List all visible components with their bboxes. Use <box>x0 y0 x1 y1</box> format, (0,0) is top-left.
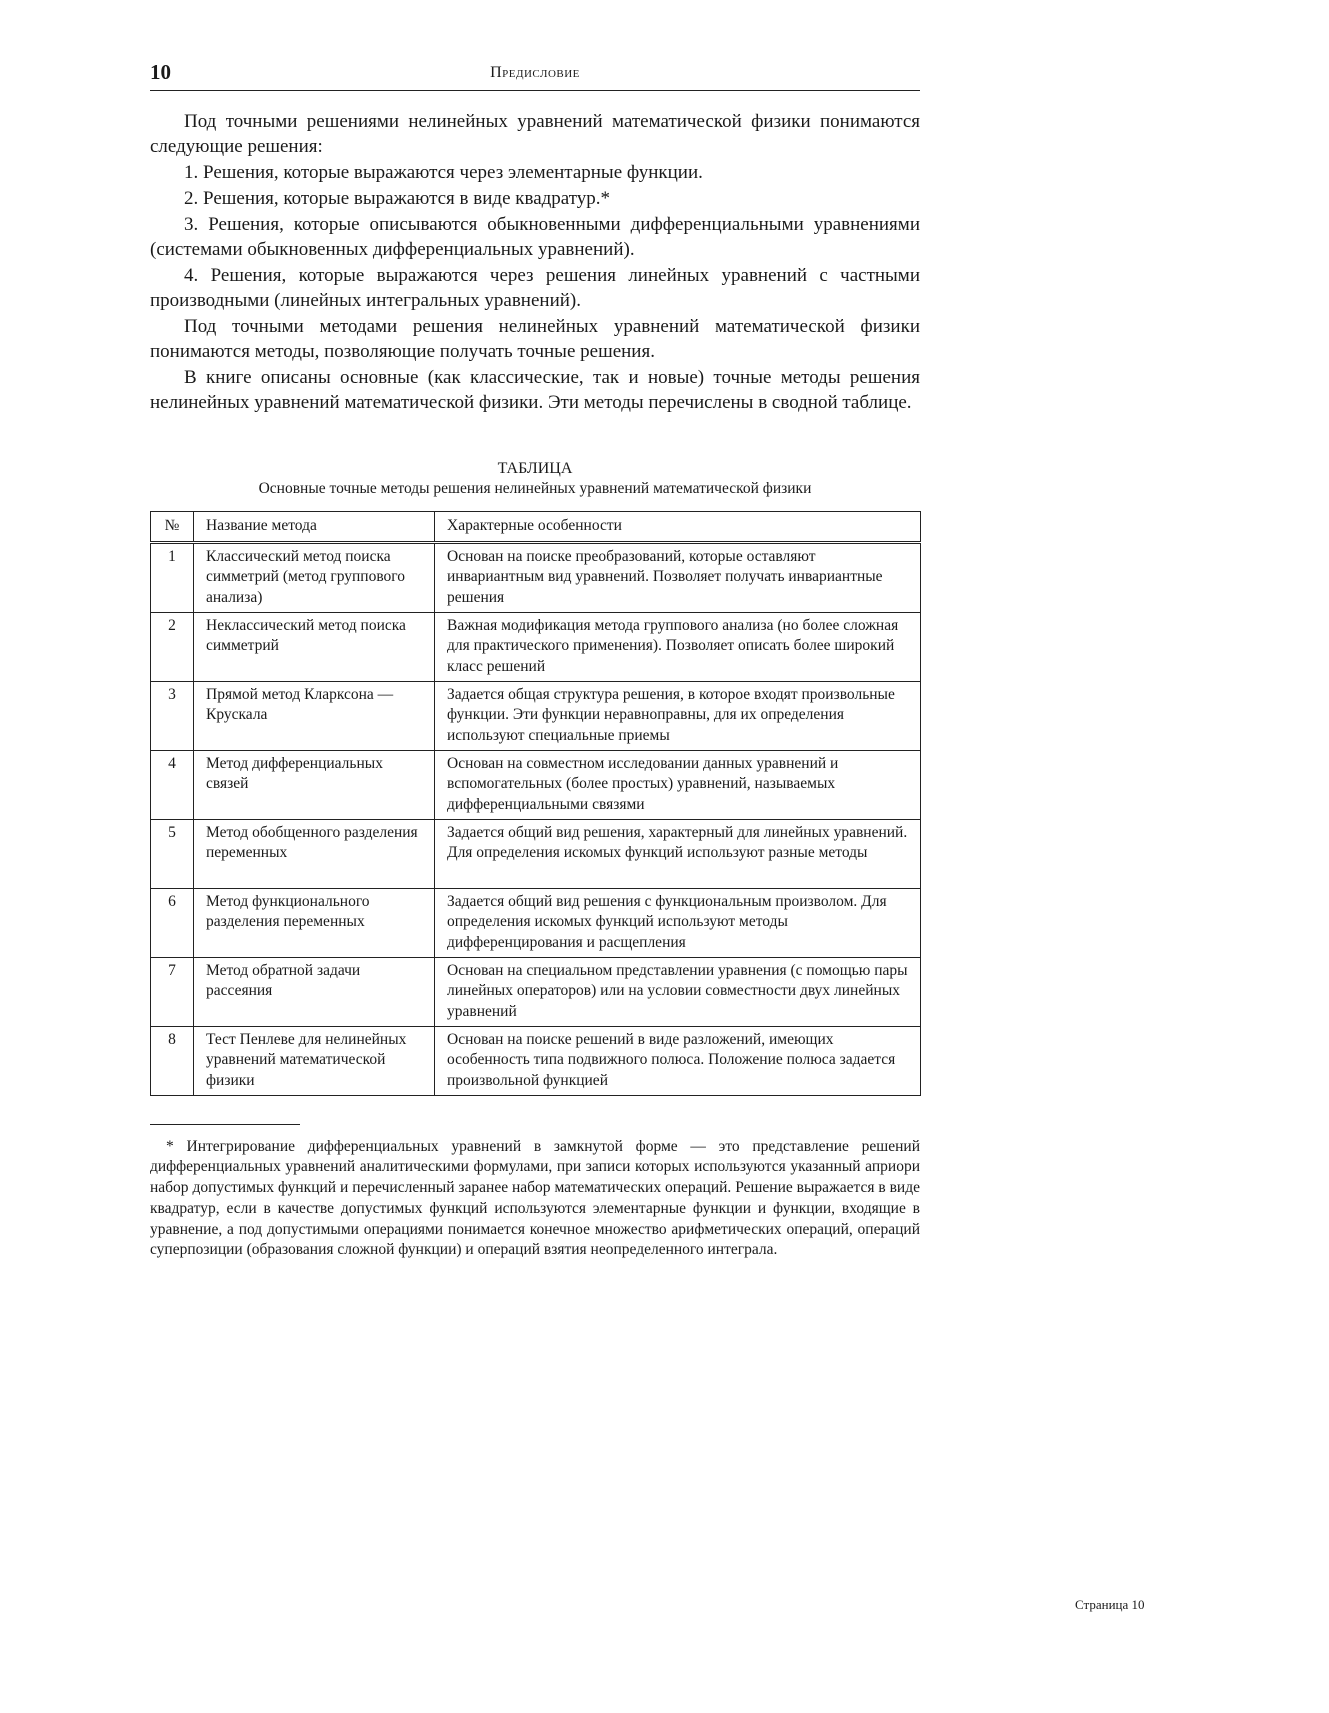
table-label: ТАБЛИЦА <box>497 460 573 477</box>
table-caption: Основные точные методы решения нелинейных уравнений математической физики <box>258 480 812 497</box>
method-features: Задается общий вид решения с функциональным произволом. Для определения искомых функций используют методы дифференцирования и расщепления <box>435 888 921 957</box>
table-row <box>151 819 921 888</box>
list-item: 2. Решения, которые выражаются в виде квадратур.* <box>184 188 611 209</box>
row-number: 3 <box>151 681 194 750</box>
row-number: 8 <box>151 1026 194 1095</box>
method-name: Классический метод поиска симметрий (метод группового анализа) <box>194 542 435 612</box>
method-name: Тест Пенлеве для нелинейных уравнений математической физики <box>194 1026 435 1095</box>
row-number: 2 <box>151 612 194 681</box>
list-item: 4. Решения, которые выражаются через решения линейных уравнений с частными производными (линейных интегральных уравнений). <box>150 265 920 311</box>
column-header-number: № <box>151 512 194 543</box>
column-header-features: Характерные особенности <box>435 512 921 543</box>
row-number: 5 <box>151 819 194 888</box>
table-row <box>151 1026 921 1095</box>
method-name: Неклассический метод поиска симметрий <box>194 612 435 681</box>
method-name: Прямой метод Кларксона — Крускала <box>194 681 435 750</box>
column-header-name: Название метода <box>194 512 435 543</box>
method-features: Важная модификация метода группового анализа (но более сложная для практического применения). Позволяет описать более широкий класс решений <box>435 612 921 681</box>
table-row <box>151 542 921 612</box>
book-page <box>150 60 920 1261</box>
footnote: * Интегрирование дифференциальных уравнений в замкнутой форме — это представление решений дифференциальных уравнений аналитическими формулами, при записи которых используются указанный априори набор допустимых функций и перечисленный заранее набор математических операций. Решение выражается в виде квадратур, если в качестве допустимых функций используются элементарные функции и функции, входящие в уравнение, а под допустимыми операциями понимается конечное множество арифметических операций, операций суперпозиции (образования сложной функции) и операций взятия неопределенного интеграла. <box>150 1137 920 1259</box>
method-features: Основан на поиске решений в виде разложений, имеющих особенность типа подвижного полюса. Положение полюса задается произвольной функцией <box>435 1026 921 1095</box>
table-row <box>151 750 921 819</box>
method-name: Метод обобщенного разделения переменных <box>194 819 435 888</box>
method-features: Основан на совместном исследовании данных уравнений и вспомогательных (более простых) уравнений, называемых дифференциальными связями <box>435 750 921 819</box>
page-number: 10 <box>150 60 171 84</box>
list-item: 3. Решения, которые описываются обыкновенными дифференциальными уравнениями (системами обыкновенных дифференциальных уравнений). <box>150 214 920 260</box>
method-features: Основан на специальном представлении уравнения (с помощью пары линейных операторов) или на условии совместности двух линейных уравнений <box>435 957 921 1026</box>
method-features: Основан на поиске преобразований, которые оставляют инвариантным вид уравнений. Позволяет получать инвариантные решения <box>435 542 921 612</box>
method-name: Метод обратной задачи рассеяния <box>194 957 435 1026</box>
table-row <box>151 957 921 1026</box>
methods-table <box>150 511 921 1096</box>
row-number: 1 <box>151 542 194 612</box>
table-row <box>151 612 921 681</box>
footnote-rule <box>150 1124 300 1125</box>
running-title: Предисловие <box>490 64 580 81</box>
list-item: 1. Решения, которые выражаются через элементарные функции. <box>184 162 703 183</box>
running-head <box>150 60 920 91</box>
row-number: 6 <box>151 888 194 957</box>
method-features: Задается общая структура решения, в которое входят произвольные функции. Эти функции неравноправны, для их определения используют специальные приемы <box>435 681 921 750</box>
table-row <box>151 888 921 957</box>
paragraph: Под точными методами решения нелинейных уравнений математической физики понимаются методы, позволяющие получать точные решения. <box>150 316 920 362</box>
row-number: 7 <box>151 957 194 1026</box>
paragraph: В книге описаны основные (как классические, так и новые) точные методы решения нелинейных уравнений математической физики. Эти методы перечислены в сводной таблице. <box>150 367 920 413</box>
row-number: 4 <box>151 750 194 819</box>
method-name: Метод дифференциальных связей <box>194 750 435 819</box>
table-row <box>151 681 921 750</box>
paragraph: Под точными решениями нелинейных уравнений математической физики понимаются следующие решения: <box>150 111 920 157</box>
body-text <box>150 109 920 415</box>
table-header-row <box>151 512 921 543</box>
method-features: Задается общий вид решения, характерный для линейных уравнений. Для определения искомых функций используют разные методы <box>435 819 921 888</box>
page-footer-label: Страница 10 <box>1075 1597 1145 1612</box>
method-name: Метод функционального разделения переменных <box>194 888 435 957</box>
